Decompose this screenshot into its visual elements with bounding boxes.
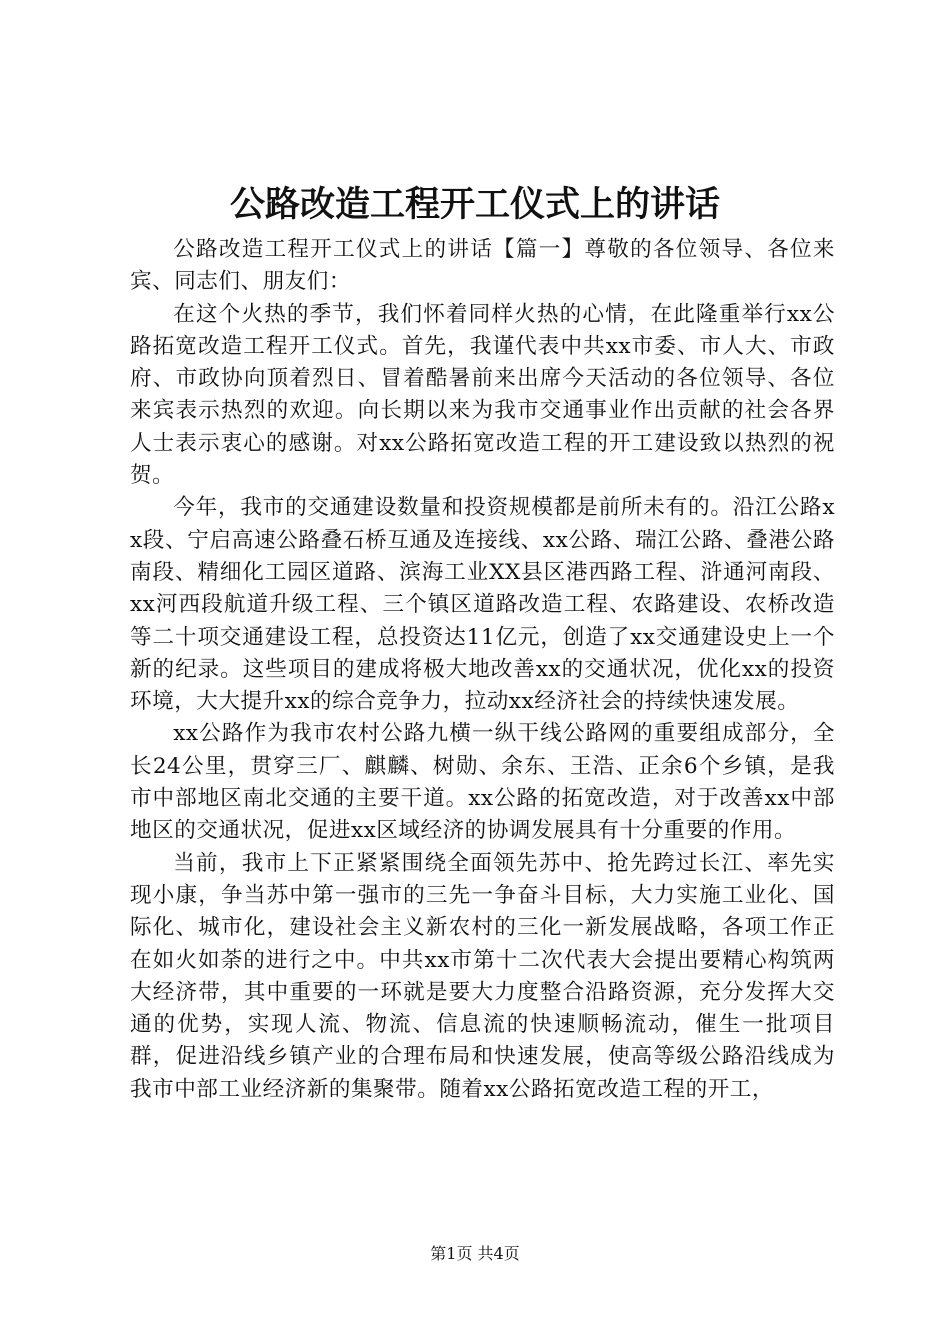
document-title: 公路改造工程开工仪式上的讲话 xyxy=(229,184,720,225)
paragraph-strategy: 当前，我市上下正紧紧围绕全面领先苏中、抢先跨过长江、率先实现小康，争当苏中第一强市的三先一争奋斗目标，大力实施工业化、国际化、城市化，建设社会主义新农村的三化一新发展战略，各项工作正在如火如荼的进行之中。中共xx市第十二次代表大会提出要精心构筑两大经济带，其中重要的一环就是要大力度整合沿路资源，充分发挥大交通的优势，实现人流、物流、信息流的快速顺畅流动，催生一批项目群，促进沿线乡镇产业的合理布局和快速发展，使高等级公路沿线成为我市中部工业经济新的集聚带。随着xx公路拓宽改造工程的开工， xyxy=(130,850,835,1102)
paragraph-greeting: 公路改造工程开工仪式上的讲话【篇一】尊敬的各位领导、各位来宾、同志们、朋友们： xyxy=(130,237,835,295)
paragraph-road-overview: xx公路作为我市农村公路九横一纵干线公路网的重要组成部分，全长24公里，贯穿三厂、麒麟、树勋、余东、王浩、正余6个乡镇，是我市中部地区南北交通的主要干道。xx公路的拓宽改造，对于改善xx中部地区的交通状况，促进xx区域经济的协调发展具有十分重要的作用。 xyxy=(130,721,835,844)
document-body xyxy=(130,234,835,1106)
page-number-footer: 第1页 共4页 xyxy=(430,1244,520,1263)
paragraph-welcome: 在这个火热的季节，我们怀着同样火热的心情，在此隆重举行xx公路拓宽改造工程开工仪式。首先，我谨代表中共xx市委、市人大、市政府、市政协向顶着烈日、冒着酷暑前来出席今天活动的各位领导、各位来宾表示热烈的欢迎。向长期以来为我市交通事业作出贡献的社会各界人士表示衷心的感谢。对xx公路拓宽改造工程的开工建设致以热烈的祝贺。 xyxy=(130,301,835,489)
paragraph-projects: 今年，我市的交通建设数量和投资规模都是前所未有的。沿江公路xx段、宁启高速公路叠石桥互通及连接线、xx公路、瑞江公路、叠港公路南段、精细化工园区道路、滨海工业XX县区港西路工程、浒通河南段、xx河西段航道升级工程、三个镇区道路改造工程、农路建设、农桥改造等二十项交通建设工程，总投资达11亿元，创造了xx交通建设史上一个新的纪录。这些项目的建成将极大地改善xx的交通状况，优化xx的投资环境，大大提升xx的综合竞争力，拉动xx经济社会的持续快速发展。 xyxy=(130,495,835,715)
